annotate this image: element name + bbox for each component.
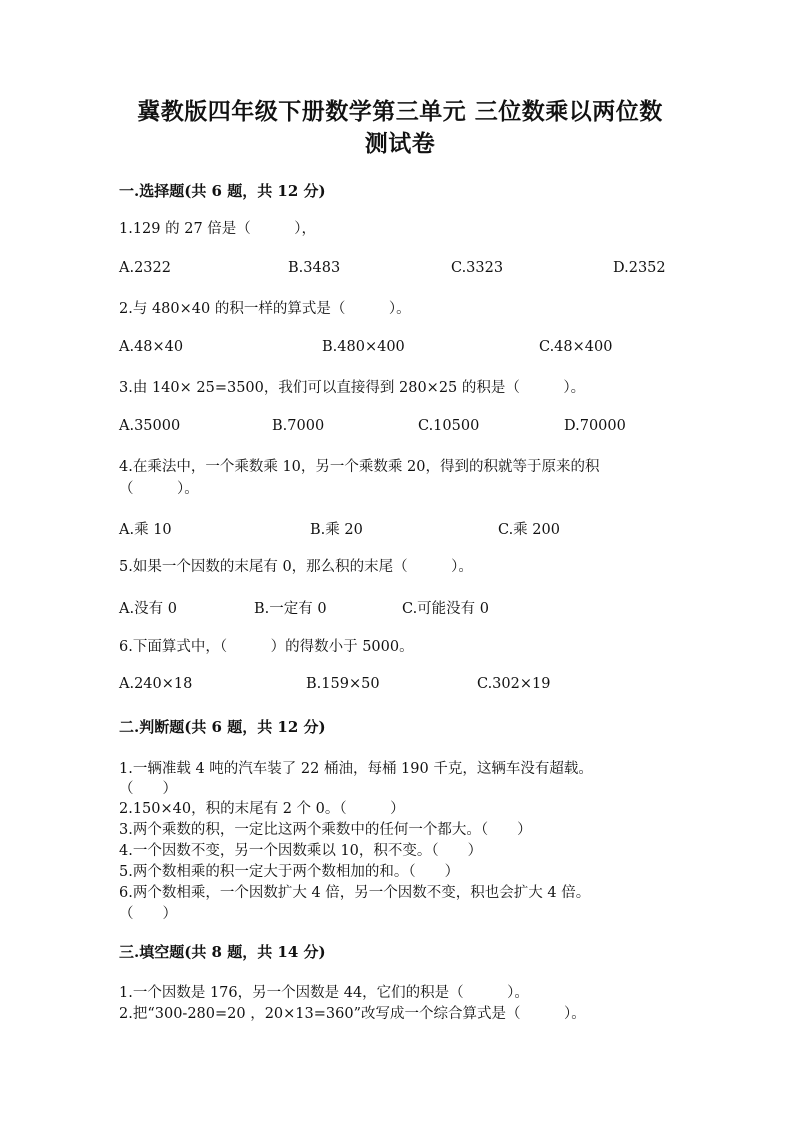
judge-line-6: 6.两个数相乘，一个因数扩大 4 倍，另一个因数不变，积也会扩大 4 倍。 — [119, 885, 591, 901]
option-4a: A.乘 10 — [119, 522, 172, 538]
option-1a: A.2322 — [119, 260, 171, 276]
question-4-blank: （ ）。 — [119, 481, 199, 497]
option-5a: A.没有 0 — [119, 601, 177, 617]
judge-line-4: 4.一个因数不变，另一个因数乘以 10，积不变。（ ） — [119, 843, 483, 859]
section-heading-choice: 一.选择题(共 6 题，共 12 分) — [119, 182, 326, 200]
page-title — [100, 96, 700, 160]
option-5b: B.一定有 0 — [254, 601, 327, 617]
question-6: 6.下面算式中，（ ）的得数小于 5000。 — [119, 639, 414, 655]
judge-line-6-blank: （ ） — [119, 906, 177, 922]
option-2c: C.48×400 — [539, 339, 613, 355]
option-3b: B.7000 — [272, 418, 325, 434]
fill-line-1: 1.一个因数是 176，另一个因数是 44，它们的积是（ ）。 — [119, 985, 529, 1001]
option-2b: B.480×400 — [322, 339, 405, 355]
option-5c: C.可能没有 0 — [402, 601, 490, 617]
judge-line-1: 1.一辆准载 4 吨的汽车装了 22 桶油，每桶 190 千克，这辆车没有超载。 — [119, 761, 593, 777]
title-line-2: 测试卷 — [364, 130, 436, 157]
question-3: 3.由 140× 25=3500，我们可以直接得到 280×25 的积是（ ）。 — [119, 380, 586, 396]
question-1: 1.129 的 27 倍是（ ）， — [119, 221, 317, 237]
option-1b: B.3483 — [288, 260, 341, 276]
option-3d: D.70000 — [564, 418, 626, 434]
option-6b: B.159×50 — [306, 676, 380, 692]
option-2a: A.48×40 — [119, 339, 184, 355]
title-line-1: 冀教版四年级下册数学第三单元 三位数乘以两位数 — [137, 98, 663, 125]
judge-line-2: 2.150×40，积的末尾有 2 个 0。（ ） — [119, 801, 405, 817]
question-4: 4.在乘法中，一个乘数乘 10，另一个乘数乘 20，得到的积就等于原来的积 — [119, 459, 600, 475]
option-6c: C.302×19 — [477, 676, 551, 692]
section-heading-judge: 二.判断题(共 6 题，共 12 分) — [119, 718, 326, 736]
option-3c: C.10500 — [418, 418, 480, 434]
judge-line-5: 5.两个数相乘的积一定大于两个数相加的和。（ ） — [119, 864, 460, 880]
option-4b: B.乘 20 — [310, 522, 363, 538]
option-3a: A.35000 — [119, 418, 181, 434]
judge-line-3: 3.两个乘数的积，一定比这两个乘数中的任何一个都大。（ ） — [119, 822, 532, 838]
question-5: 5.如果一个因数的末尾有 0，那么积的末尾（ ）。 — [119, 559, 473, 575]
section-heading-fill: 三.填空题(共 8 题，共 14 分) — [119, 943, 326, 961]
option-1c: C.3323 — [451, 260, 504, 276]
option-1d: D.2352 — [613, 260, 666, 276]
question-2: 2.与 480×40 的积一样的算式是（ ）。 — [119, 301, 411, 317]
fill-line-2: 2.把“300-280=20 ，20×13=360”改写成一个综合算式是（ ）。 — [119, 1006, 586, 1022]
option-4c: C.乘 200 — [498, 522, 560, 538]
judge-line-1-blank: （ ） — [119, 781, 177, 797]
option-6a: A.240×18 — [119, 676, 193, 692]
